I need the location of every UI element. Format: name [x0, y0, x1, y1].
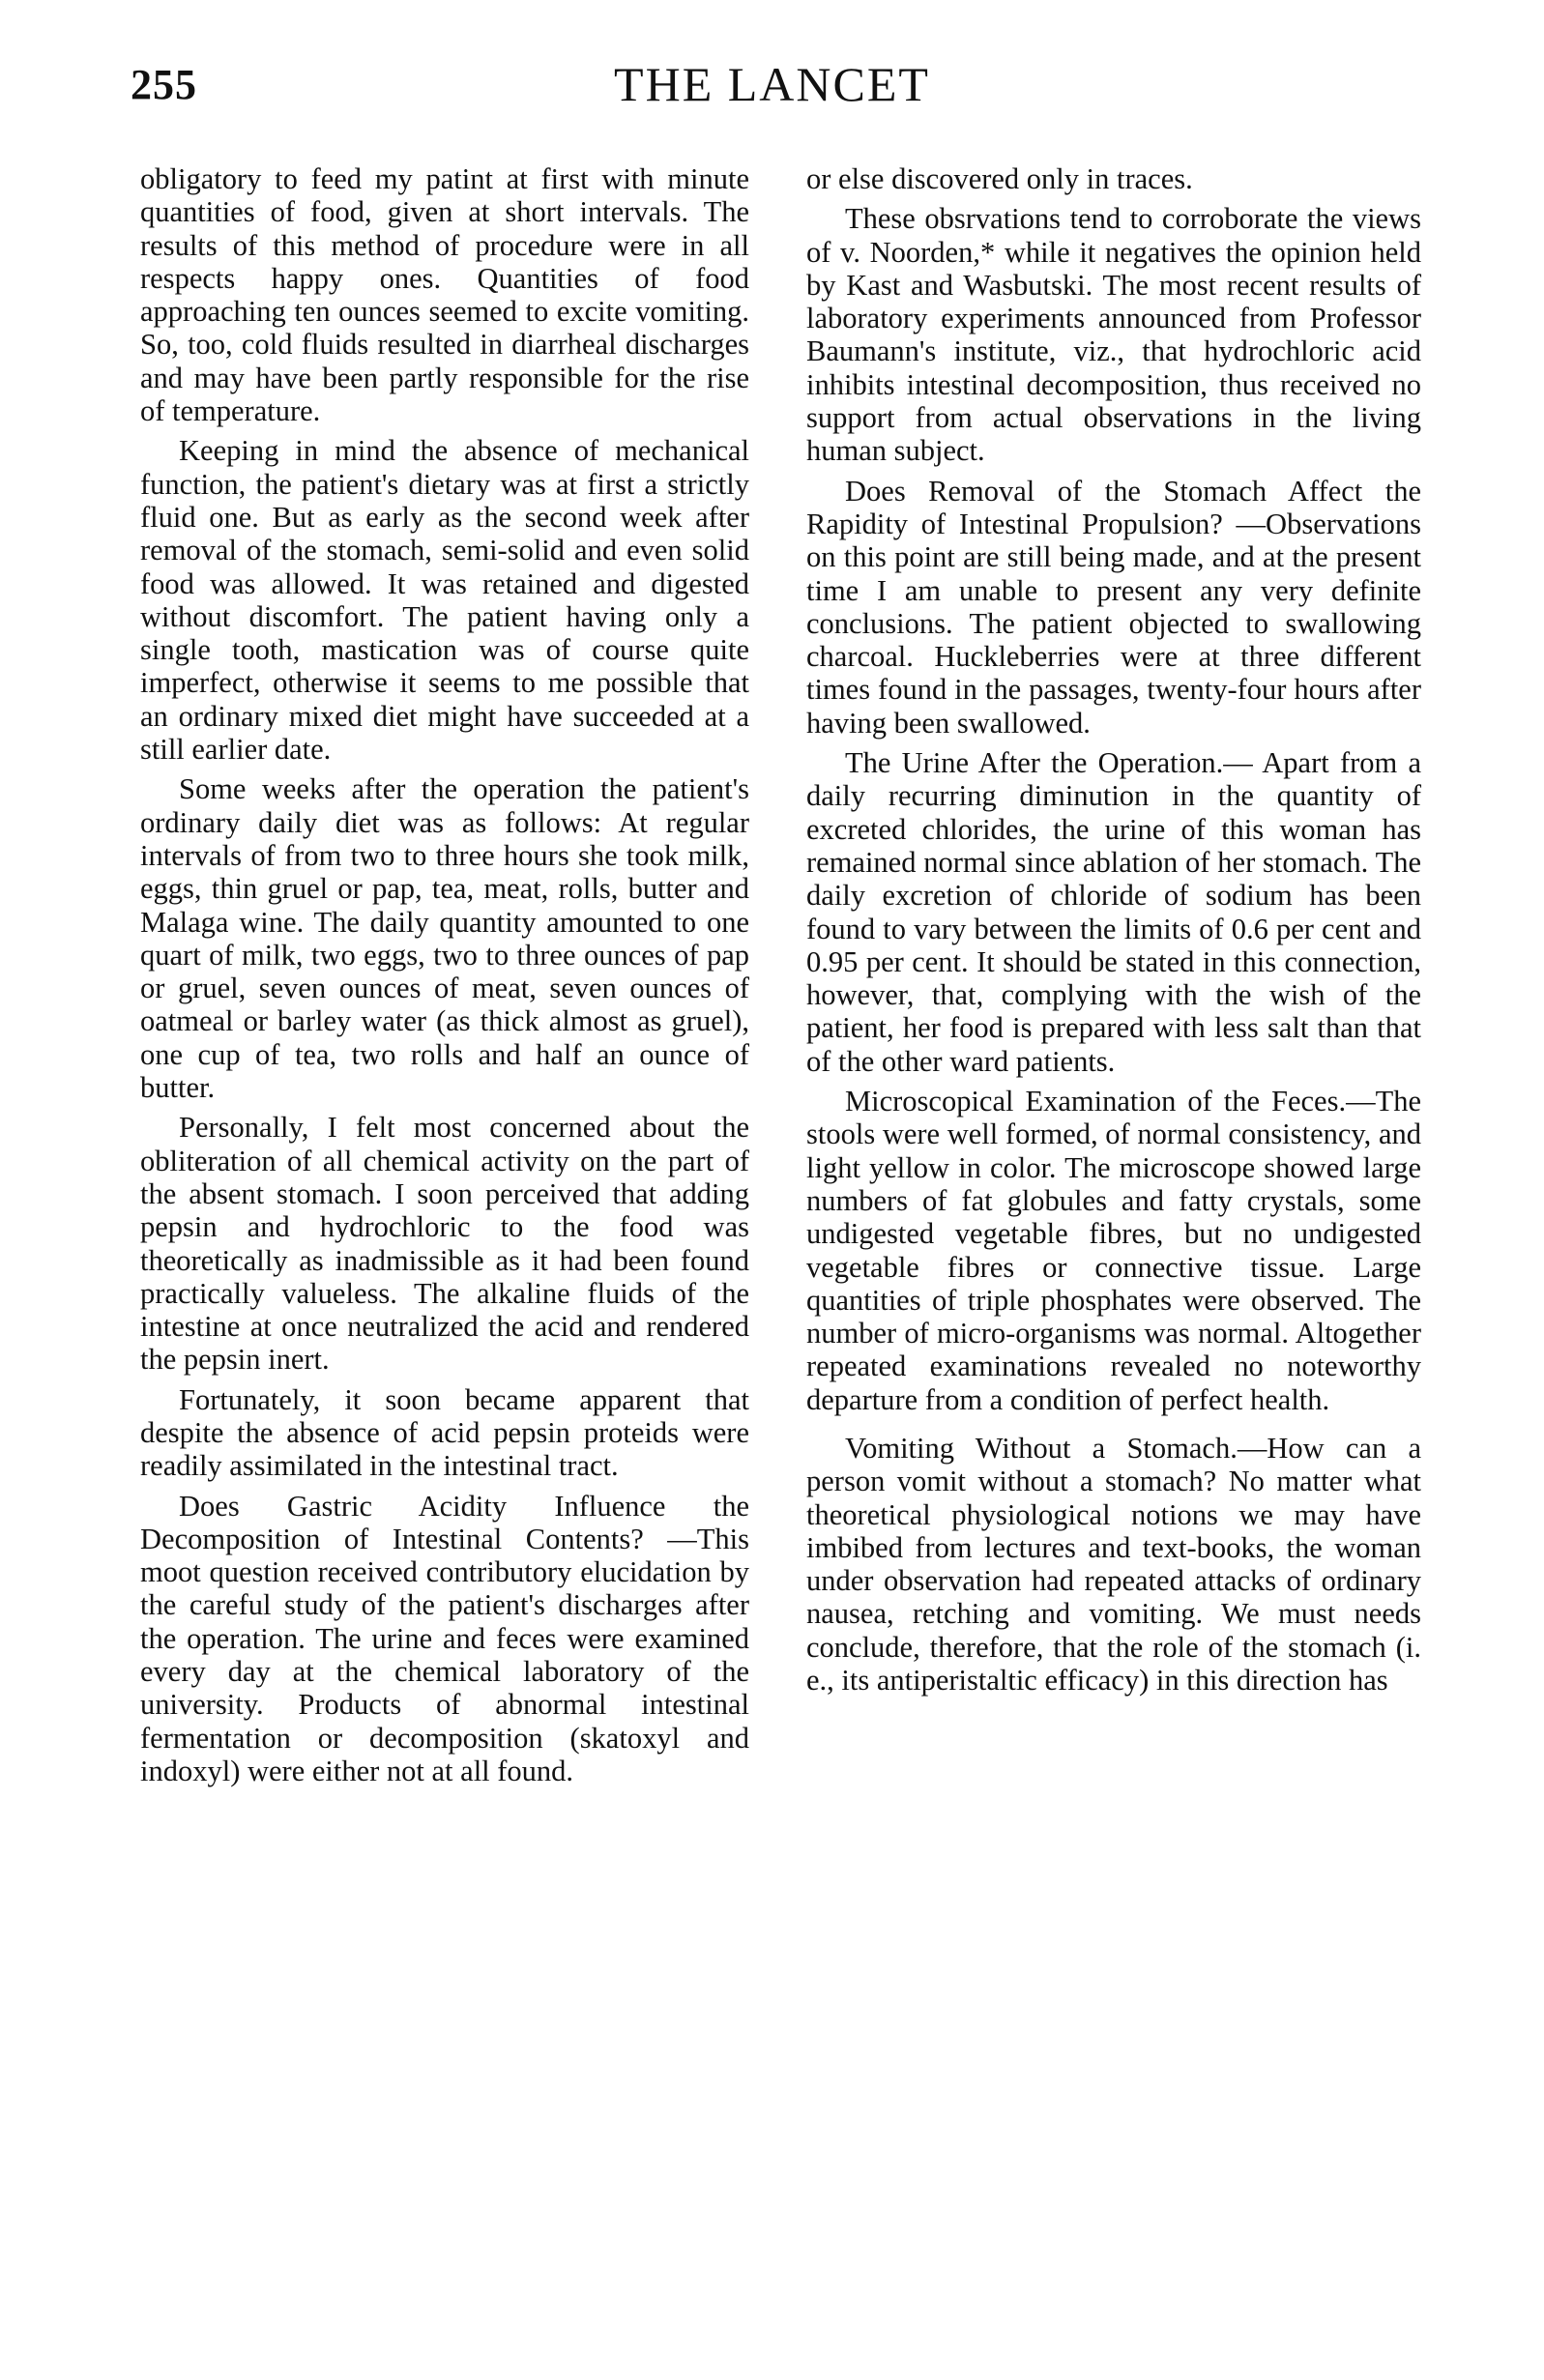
right-column: [806, 162, 1421, 1703]
paragraph: Vomiting Without a Stomach.—How can a person vomit without a stomach? No matter what theoretical physiological notions we may have imbibed from lectures and text-books, the woman under observation had repeated attacks of ordinary nausea, retching and vomiting. We must needs conclude, therefore, that the role of the stomach (i. e., its antiperistaltic efficacy) in this direction has: [806, 1431, 1421, 1698]
paragraph: Keeping in mind the absence of mechanical function, the patient's dietary was at first a strictly fluid one. But as early as the second week after removal of the stomach, semi-solid and even solid food was allowed. It was retained and digested without discomfort. The patient having only a single tooth, mastication was of course quite imperfect, otherwise it seems to me possible that an ordinary mixed diet might have succeeded at a still earlier date.: [140, 434, 749, 767]
paragraph: Personally, I felt most concerned about the obliteration of all chemical activity on the part of the absent stomach. I soon perceived that adding pepsin and hydrochloric to the food was theoretically as inadmissible as it had been found practically valueless. The alkaline fluids of the intestine at once neutralized the acid and rendered the pepsin inert.: [140, 1111, 749, 1377]
paragraph: Some weeks after the operation the patient's ordinary daily diet was as follows: At regular intervals of from two to three hours she took milk, eggs, thin gruel or pap, tea, meat, rolls, butter and Malaga wine. The daily quantity amounted to one quart of milk, two eggs, two to three ounces of pap or gruel, seven ounces of meat, seven ounces of oatmeal or barley water (as thick almost as gruel), one cup of tea, two rolls and half an ounce of butter.: [140, 772, 749, 1105]
journal-title: THE LANCET: [614, 57, 930, 111]
page-number: 255: [131, 61, 197, 108]
paragraph: These obsrvations tend to corroborate the views of v. Noorden,* while it negatives the opinion held by Kast and Wasbutski. The most recent results of laboratory experiments announced from Professor Baumann's institute, viz., that hydrochloric acid inhibits intestinal decomposition, thus received no support from actual observations in the living human subject.: [806, 202, 1421, 468]
paragraph: The Urine After the Operation.— Apart from a daily recurring diminution in the quantity of excreted chlorides, the urine of this woman has remained normal since ablation of her stomach. The daily excretion of chloride of sodium has been found to vary between the limits of 0.6 per cent and 0.95 per cent. It should be stated in this connection, however, that, complying with the wish of the patient, her food is prepared with less salt than that of the other ward patients.: [806, 746, 1421, 1078]
paragraph: Microscopical Examination of the Feces.—The stools were well formed, of normal consistency, and light yellow in color. The microscope showed large numbers of fat globules and fatty crystals, some undigested vegetable fibres, but no undigested vegetable fibres or connective tissue. Large quantities of triple phosphates were observed. The number of micro-organisms was normal. Altogether repeated examinations revealed no noteworthy departure from a condition of perfect health.: [806, 1085, 1421, 1416]
paragraph: Does Gastric Acidity Influence the Decomposition of Intestinal Contents? —This moot question received contributory elucidation by the careful study of the patient's discharges after the operation. The urine and feces were examined every day at the chemical laboratory of the university. Products of abnormal intestinal fermentation or decomposition (skatoxyl and indoxyl) were either not at all found.: [140, 1489, 749, 1787]
paragraph: Fortunately, it soon became apparent that despite the absence of acid pepsin proteids were readily assimilated in the intestinal tract.: [140, 1382, 749, 1483]
left-column: [140, 162, 749, 1794]
paragraph: Does Removal of the Stomach Affect the Rapidity of Intestinal Propulsion? —Observations on this point are still being made, and at the present time I am unable to present any very definite conclusions. The patient objected to swallowing charcoal. Huckleberries were at three different times found in the passages, twenty-four hours after having been swallowed.: [806, 474, 1421, 740]
paragraph: obligatory to feed my patint at first with minute quantities of food, given at short intervals. The results of this method of procedure were in all respects happy ones. Quantities of food approaching ten ounces seemed to excite vomiting. So, too, cold fluids resulted in diarrheal discharges and may have been partly responsible for the rise of temperature.: [140, 162, 749, 428]
paragraph: or else discovered only in traces.: [806, 162, 1193, 195]
